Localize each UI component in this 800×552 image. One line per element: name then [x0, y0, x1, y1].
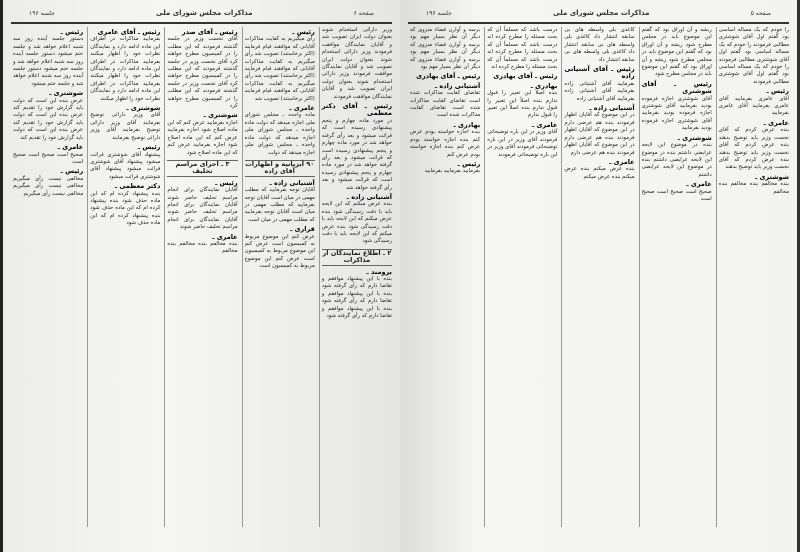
- speaker-name: آشتیانی زاده ـ: [589, 104, 635, 113]
- paragraph: آقای نخست وزیر در جلسه گذشته فرمودند که این مطلب را در کمیسیون مطرح خواهند کرد آقای نخست وزیر در جلسه گذشته فرمودند که این مطلب را در کمیسیون مطرح خواهند کرد آقای نخست وزیر در جلسه گذشته فرمودند که این مطلب را در کمیسیون مطرح خواهند کرد: [167, 36, 238, 110]
- header-rule: [408, 22, 789, 24]
- paragraph: عرض کنم این موضوع مربوط به کمیسیون است عرض کنم این موضوع مربوط به کمیسیون است عرض کنم این موضوع مربوط به کمیسیون است: [244, 233, 315, 270]
- paragraph: بنده با این پیشنهاد موافقم و تقاضا دارم که رأی گرفته شود بنده با این پیشنهاد موافقم و تقاضا دارم که رأی گرفته شود بنده با این پیشنهاد موافقم و تقاضا دارم که رأی گرفته شود: [321, 276, 392, 320]
- text-column: [484, 27, 557, 527]
- paragraph: را خودم که یک مساله اساسی بود گفتم اول آقای شوشتری مطالبی فرمودند را خودم که یک مساله اساسی بود گفتم اول آقای شوشتری مطالبی فرمودند را خودم که یک مساله اساسی بود گفتم اول آقای شوشتری مطالبی فرمودند: [718, 27, 789, 85]
- paragraph: وزیر دارائی استخدام شوند بعنوان دولت ایران تصویب شد و آقایان نمایندگان موافقت فرمودند وزیر دارائی استخدام شوند بعنوان دولت ایران تصویب شد و آقایان نمایندگان موافقت فرمودند وزیر دارائی استخدام شوند بعنوان دولت ایران تصویب شد و آقایان نمایندگان موافقت فرمودند: [321, 27, 392, 100]
- paragraph: بنده اصلاً این تعبیر را قبول ندارم بنده اصلاً این تعبیر را قبول ندارم بنده اصلاً این تعبیر را قبول ندارم: [487, 90, 558, 119]
- paragraph: آقای وزیر در این باره توضیحاتی فرمودند آقای وزیر در این باره توضیحاتی فرمودند آقای وزیر در این باره توضیحاتی فرمودند: [487, 129, 558, 158]
- speaker-name: شوشتری ـ: [203, 111, 238, 120]
- text-column: [242, 27, 315, 527]
- paragraph: بنده عرض کردم که آقای نخست وزیر باید توضیح بدهند بنده عرض کردم که آقای نخست وزیر باید توضیح بدهند بنده عرض کردم که آقای نخست وزیر باید توضیح بدهند: [718, 127, 789, 171]
- paragraph: ریشه و آن اوراق بود که گفتم این موضوع باید در مجلس مطرح شود ریشه و آن اوراق بود که گفتم این موضوع باید در مجلس مطرح شود ریشه و آن اوراق بود که گفتم این موضوع باید در مجلس مطرح شود: [641, 27, 712, 78]
- right-page-columns: [408, 27, 789, 527]
- paragraph: صحیح است صحیح است صحیح است: [641, 188, 712, 202]
- paragraph: بفرمایید آقای آشتیانی زاده بفرمایید آقای آشتیانی زاده بفرمایید آقای آشتیانی زاده: [564, 80, 635, 102]
- paragraph: آقایان توجه بفرمایید که مطلب مهمی در میان است آقایان توجه بفرمایید که مطلب مهمی در میان است آقایان توجه بفرمایید که مطلب مهمی در میان است: [244, 187, 315, 223]
- page-number: صفحه ۵: [750, 9, 771, 17]
- paragraph: در این موضوع که آقایان اظهار فرمودند بنده هم عرضی دارم در این موضوع که آقایان اظهار فرمودند بنده هم عرضی دارم در این موضوع که آقایان اظهار فرمودند بنده هم عرضی دارم: [564, 112, 635, 156]
- paragraph: آقای وزیر دارائی توضیح بفرمایند آقای وزیر دارائی توضیح بفرمایند آقای وزیر دارائی توضیح بفرمایند: [90, 112, 161, 141]
- speaker-name: رئیس ـ: [766, 87, 789, 96]
- speaker-name: عامری ـ: [212, 232, 238, 241]
- speaker-name: رئیس ـ آقای بهادری: [493, 72, 558, 81]
- paragraph: تقاضای کفایت مذاکرات شده است تقاضای کفایت مذاکرات شده است تقاضای کفایت مذاکرات شده است: [409, 90, 481, 119]
- section-heading: ۲ ـ اطلاع نمایندگان از مذاکرات: [322, 248, 392, 265]
- speaker-name: آشتیانی زاده ـ: [269, 178, 315, 187]
- paragraph: عرض بنده این است که دولت باید گزارش خود را تقدیم کند عرض بنده این است که دولت باید گزارش خود را تقدیم کند عرض بنده این است که دولت باید گزارش خود را تقدیم کند: [12, 97, 84, 141]
- text-column: [11, 27, 83, 527]
- speaker-name: عامری ـ: [532, 120, 558, 129]
- speaker-name: عامری ـ: [289, 104, 315, 113]
- speaker-name: بهادری ـ: [453, 120, 481, 129]
- paragraph: پیشنهاد آقای شوشتری قرائت میشود پیشنهاد آقای شوشتری قرائت میشود پیشنهاد آقای شوشتری قرائت میشود: [90, 151, 161, 180]
- speaker-name: رئیس ـ آقای آشتیانی زاده: [564, 65, 635, 81]
- header-rule: [11, 22, 392, 24]
- paragraph: بنده مخالفم بنده مخالفم بنده مخالفم: [718, 181, 789, 195]
- speaker-name: رئیس ـ: [60, 167, 84, 176]
- speaker-name: رئیس ـ آقای بهادری: [416, 72, 481, 81]
- speaker-name: شوشتری ـ: [126, 104, 161, 113]
- page-number: صفحه ۶: [353, 9, 374, 17]
- speaker-name: عامری ـ: [686, 180, 712, 189]
- text-column: [87, 27, 160, 527]
- paragraph: در مورد ماده چهارم و پنجم پیشنهادی رسیده است که قرائت میشود و بعد رأی گرفته خواهد شد در مورد ماده چهارم و پنجم پیشنهادی رسیده است که قرائت میشود و بعد رأی گرفته خواهد شد در مورد ماده چهارم و پنجم پیشنهادی رسیده است که قرائت میشود و بعد رأی گرفته خواهد شد: [321, 117, 392, 191]
- text-column: [716, 27, 789, 527]
- section-heading: ۹۰ آبزیانیه و اظهارات آقای زاده: [245, 159, 315, 176]
- session-number: جلسه ۱۹۶: [426, 9, 452, 17]
- speaker-name: رئیس ـ: [215, 178, 238, 187]
- paragraph: بفرمایید بفرمایید بفرمایید: [424, 168, 481, 175]
- speaker-name: شوشتری ـ: [677, 133, 712, 142]
- text-column: [319, 27, 392, 527]
- paragraph: بنده در موضوع این لایحه عرایضی داشتم بنده در موضوع این لایحه عرایضی داشتم بنده در موضوع این لایحه عرایضی داشتم: [641, 142, 712, 178]
- publication-title: مذاکرات مجلس شورای ملی: [553, 9, 650, 17]
- paragraph: آقای عامری بفرمایید آقای عامری بفرمایید آقای عامری بفرمایید: [718, 95, 789, 117]
- speaker-name: رئیس ـ: [292, 28, 315, 36]
- speaker-name: رئیس ـ آقای دکتر معظمی: [321, 102, 392, 118]
- paragraph: بنده اجازه خواسته بودم عرض کنم بنده اجازه خواسته بودم عرض کنم بنده اجازه خواسته بودم عرض کنم: [409, 129, 481, 158]
- text-column: [408, 27, 480, 527]
- paragraph: مخالفی نیست رأی میگیریم مخالفی نیست رأی میگیریم مخالفی نیست رأی میگیریم: [12, 175, 84, 197]
- paragraph: صحیح است صحیح است صحیح است: [12, 151, 84, 165]
- right-page: [400, 0, 800, 552]
- paragraph: برسه و آوارن قضاء منزوی که دیگر آن نظر بسیار مهم بود برسه و آوارن قضاء منزوی که دیگر آن نظر بسیار مهم بود برسه و آوارن قضاء منزوی که دیگر آن نظر بسیار مهم بود: [409, 27, 481, 71]
- paragraph: بنده پیشنهاد کرده ام که این ماده حذف شود بنده پیشنهاد کرده ام که این ماده حذف شود بنده پیشنهاد کرده ام که این ماده حذف شود: [90, 190, 161, 227]
- speaker-name: رئیس ـ: [60, 28, 84, 36]
- paragraph: بنده عرض میکنم که این لایحه باید با دقت رسیدگی شود بنده عرض میکنم که این لایحه باید با دقت رسیدگی شود بنده عرض میکنم که این لایحه باید با دقت رسیدگی شود: [321, 201, 392, 245]
- text-column: [639, 27, 712, 527]
- paragraph: کاغذی بلی واسطه های بی سابقه انتشار داد کاغذی بلی واسطه های بی سابقه انتشار داد کاغذی بلی واسطه های بی سابقه انتشار داد: [564, 27, 635, 63]
- speaker-name: شوشتری ـ: [755, 172, 789, 181]
- speaker-name: برومند ـ: [366, 267, 392, 276]
- session-number: جلسه ۱۹۶: [29, 9, 55, 17]
- paragraph: دستور جلسه آینده روز سه شنبه اعلام خواهد شد و جلسه ختم میشود دستور جلسه آینده روز سه شنبه اعلام خواهد شد و جلسه ختم میشود دستور جلسه آینده روز سه شنبه اعلام خواهد شد و جلسه ختم میشود: [12, 36, 84, 87]
- text-column: [561, 27, 634, 527]
- left-page-header: [11, 6, 392, 20]
- paragraph: بفرمایید مذاکرات در اطراف این ماده ادامه دارد و نمایندگان نظرات خود را اظهار میکنند بفرمایید مذاکرات در اطراف این ماده ادامه دارد و نمایندگان نظرات خود را اظهار میکنند بفرمایید مذاکرات در اطراف این ماده ادامه دارد و نمایندگان نظرات خود را اظهار میکنند: [90, 36, 161, 102]
- right-page-header: [408, 6, 789, 20]
- speaker-name: آشتیانی زاده ـ: [346, 192, 392, 201]
- section-heading: ۳ ـ اجرای مراسم تحلیف: [167, 160, 237, 177]
- paragraph: آقایان نمایندگان برای انجام مراسم تحلیف حاضر شوند آقایان نمایندگان برای انجام مراسم تحلیف حاضر شوند آقایان نمایندگان برای انجام مراسم تحلیف حاضر شوند: [167, 187, 238, 231]
- paragraph: بنده مخالفم بنده مخالفم بنده مخالفم: [167, 240, 238, 255]
- speaker-name: شوشتری ـ: [49, 89, 84, 98]
- paragraph: ماده واحده ـ مجلس شورای ملی اجازه میدهد که دولت ماده واحده ـ مجلس شورای ملی اجازه میدهد که دولت ماده واحده ـ مجلس شورای ملی اجازه میدهد که دولت: [244, 112, 315, 156]
- speaker-name: آشتیانی زاده ـ: [434, 81, 481, 90]
- speaker-name: بهادری ـ: [530, 81, 558, 90]
- speaker-name: عامری ـ: [763, 118, 789, 127]
- speaker-name: قراری ـ: [290, 225, 315, 234]
- paragraph: اجازه بفرمایید عرض کنم که این ماده اصلاح شود اجازه بفرمایید عرض کنم که این ماده اصلاح شود اجازه بفرمایید عرض کنم که این ماده اصلاح شود: [167, 119, 238, 156]
- text-column: [164, 27, 237, 527]
- speaker-name: رئیس ـ آقای عامری: [97, 28, 161, 36]
- paragraph: بنده عرض میکنم بنده عرض میکنم بنده عرض میکنم: [564, 166, 635, 180]
- speaker-name: رئیس ـ آقای شوشتری: [641, 79, 712, 96]
- left-page-columns: [11, 27, 392, 527]
- speaker-name: رئیس ـ: [137, 143, 161, 152]
- speaker-name: رئیس ـ: [457, 159, 481, 168]
- speaker-name: عامری ـ: [57, 143, 84, 152]
- publication-title: مذاکرات مجلس شورای ملی: [156, 9, 253, 17]
- paragraph: آقای شوشتری اجازه فرموده بودید بفرمایید آقای شوشتری اجازه فرموده بودید بفرمایید آقای شوشتری اجازه فرموده بودید بفرمایید: [641, 95, 712, 132]
- speaker-name: رئیس ـ آقای صدر: [181, 28, 238, 36]
- paragraph: رأی میگیریم به کفایت مذاکرات آقایانی که موافقند قیام فرمایند (اکثر برخاستند) تصویب شد رأی میگیریم به کفایت مذاکرات آقایانی که موافقند قیام فرمایند (اکثر برخاستند) تصویب شد رأی میگیریم به کفایت مذاکرات آقایانی که موافقند قیام فرمایند (اکثر برخاستند) تصویب شد: [244, 36, 315, 102]
- paragraph: درست باشد که مسلماً آن که بحث مسئله را مطرح کرده اند درست باشد که مسلماً آن که بحث مسئله را مطرح کرده اند درست باشد که مسلماً آن که بحث مسئله را مطرح کرده اند: [487, 27, 558, 71]
- speaker-name: عامری ـ: [609, 157, 635, 166]
- speaker-name: دکتر معظمی ـ: [114, 182, 161, 191]
